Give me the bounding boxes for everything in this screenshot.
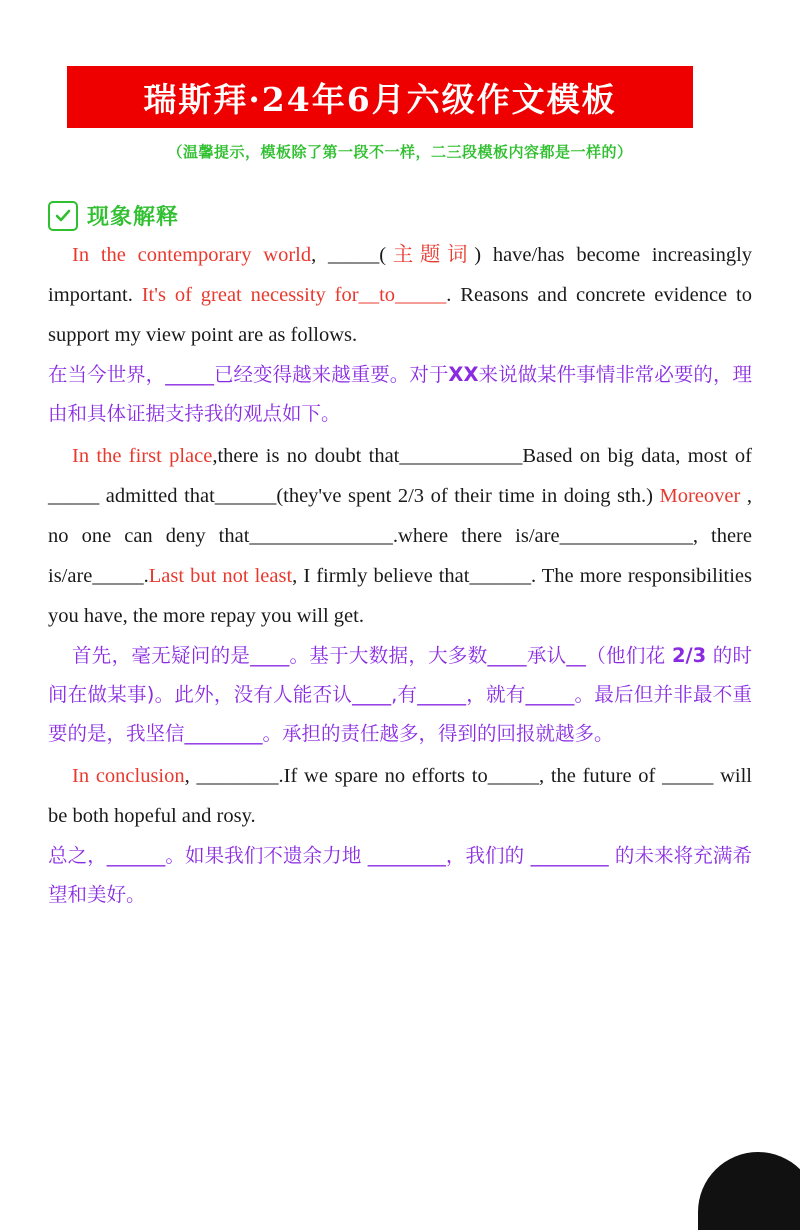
document-page: [0, 66, 800, 1190]
text-run: 的时间在做某事)。此外，没有人能否认____,有_____，就有_____。最后但并非最不重要的是，我坚信________。承担的责任越多，得到的回报就越多。: [48, 644, 753, 745]
text-run: . Reasons and concrete evidence to support my view point are as follows.: [48, 284, 752, 346]
text-run: In conclusion: [72, 765, 185, 787]
check-square-icon: [48, 201, 78, 231]
page-corner-decoration: [698, 1152, 800, 1230]
text-run: In the contemporary world: [72, 244, 312, 266]
text-run: It's of great necessity for__to_____: [141, 284, 447, 306]
text-run: XX: [448, 363, 479, 386]
text-run: 2/3: [671, 644, 707, 667]
paragraph-3-en: [48, 756, 752, 836]
text-run: Moreover: [659, 485, 741, 507]
note-line: （温馨提示，模板除了第一段不一样，二三段模板内容都是一样的）: [167, 143, 633, 161]
text-run: ) have/has become increasingly important.: [48, 244, 753, 306]
text-run: 总之，______。如果我们不遗余力地 ________，我们的 ________ 的未来将充满希望和美好。: [48, 844, 752, 906]
paragraph-1-cn: [48, 355, 752, 433]
section-title: 现象解释: [87, 205, 180, 230]
text-run: , I firmly believe that______. The more responsibilities you have, the more repay you will get.: [48, 565, 752, 627]
text-run: 首先，毫无疑问的是____。基于大数据，大多数____承认__（他们花: [72, 644, 672, 667]
document-title: 瑞斯拜·24年6月六级作文模板: [143, 79, 617, 119]
title-banner: [67, 66, 693, 128]
paragraph-2-en: [48, 436, 752, 636]
text-run: , _____(: [311, 244, 387, 266]
text-run: 来说做某件事情非常必要的，理由和具体证据支持我的观点如下。: [48, 363, 752, 425]
paragraph-2-cn: [48, 636, 752, 753]
text-run: Last but not least: [148, 565, 293, 587]
paragraph-1-en: [48, 235, 752, 355]
text-run: 主题词: [386, 244, 475, 266]
text-run: ,there is no doubt that____________Based on big data, most of _____ admitted that______(they've spent 2/3 of their time in doing sth.): [48, 445, 752, 507]
text-run: , no one can deny that______________.where there is/are_____________, there is/are_____.: [48, 485, 753, 587]
text-run: , ________.If we spare no efforts to_____, the future of _____ will be both hopeful and rosy.: [48, 765, 752, 827]
paragraph-3-cn: [48, 836, 752, 914]
text-run: In the first place: [72, 445, 213, 467]
text-run: 在当今世界，_____已经变得越来越重要。对于: [48, 363, 449, 386]
section-heading: [48, 200, 752, 231]
